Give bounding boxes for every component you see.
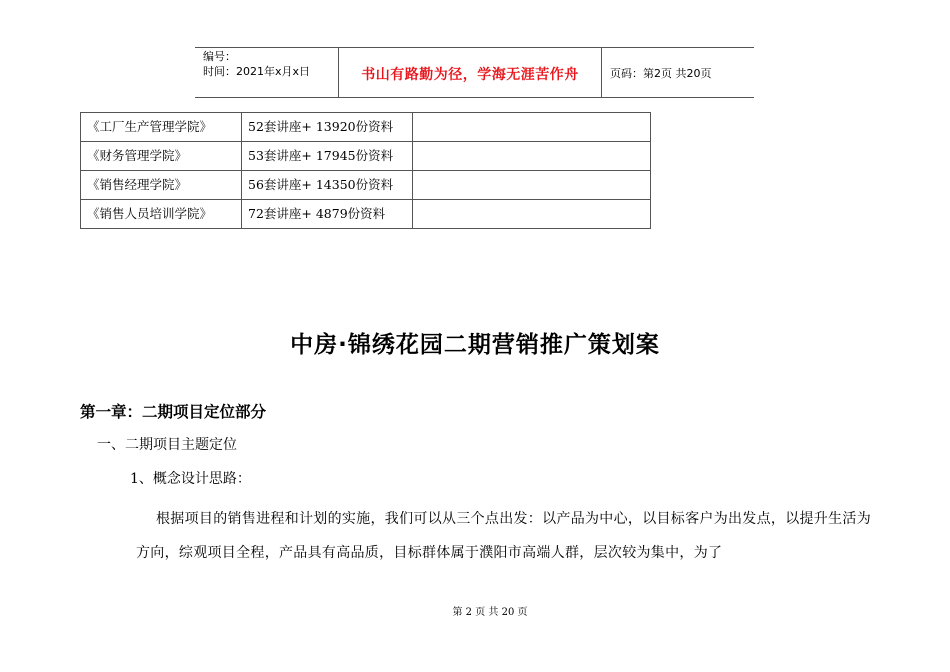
header-meta — [195, 48, 338, 97]
header-motto-cell — [338, 48, 602, 97]
header-number-label: 编号： — [203, 50, 236, 63]
table-cell-extra — [413, 171, 651, 200]
header-page-info: 页码：第2页 共20页 — [610, 66, 712, 80]
header-motto: 书山有路勤为径，学海无涯苦作舟 — [361, 66, 579, 83]
table-cell-content: 72套讲座+ 4879份资料 — [242, 200, 413, 229]
header-time-label: 时间：2021年x月x日 — [203, 65, 311, 78]
subsection-heading: 1、概念设计思路： — [130, 471, 251, 487]
table-cell-name: 《工厂生产管理学院》 — [81, 113, 242, 142]
table-cell-name: 《财务管理学院》 — [81, 142, 242, 171]
table-cell-name: 《销售人员培训学院》 — [81, 200, 242, 229]
chapter-heading: 第一章：二期项目定位部分 — [80, 403, 267, 421]
table-row — [81, 142, 651, 171]
table-cell-extra — [413, 113, 651, 142]
table-cell-content: 56套讲座+ 14350份资料 — [242, 171, 413, 200]
resource-table — [80, 112, 651, 229]
table-row — [81, 200, 651, 229]
document-title: 中房·锦绣花园二期营销推广策划案 — [290, 332, 660, 358]
page-header — [195, 47, 754, 98]
table-row — [81, 113, 651, 142]
table-row — [81, 171, 651, 200]
table-cell-content: 52套讲座+ 13920份资料 — [242, 113, 413, 142]
table-cell-content: 53套讲座+ 17945份资料 — [242, 142, 413, 171]
body-paragraph: 根据项目的销售进程和计划的实施，我们可以从三个点出发：以产品为中心，以目标客户为出发点，以提升生活为方向，综观项目全程，产品具有高品质，目标群体属于濮阳市高端人群，层次较为集中，为了 — [136, 511, 871, 561]
section-heading: 一、二期项目主题定位 — [97, 437, 237, 453]
table-cell-name: 《销售经理学院》 — [81, 171, 242, 200]
page-footer: 第 2 页 共 20 页 — [452, 607, 528, 618]
table-cell-extra — [413, 200, 651, 229]
table-cell-extra — [413, 142, 651, 171]
header-page-info-cell — [602, 48, 754, 97]
